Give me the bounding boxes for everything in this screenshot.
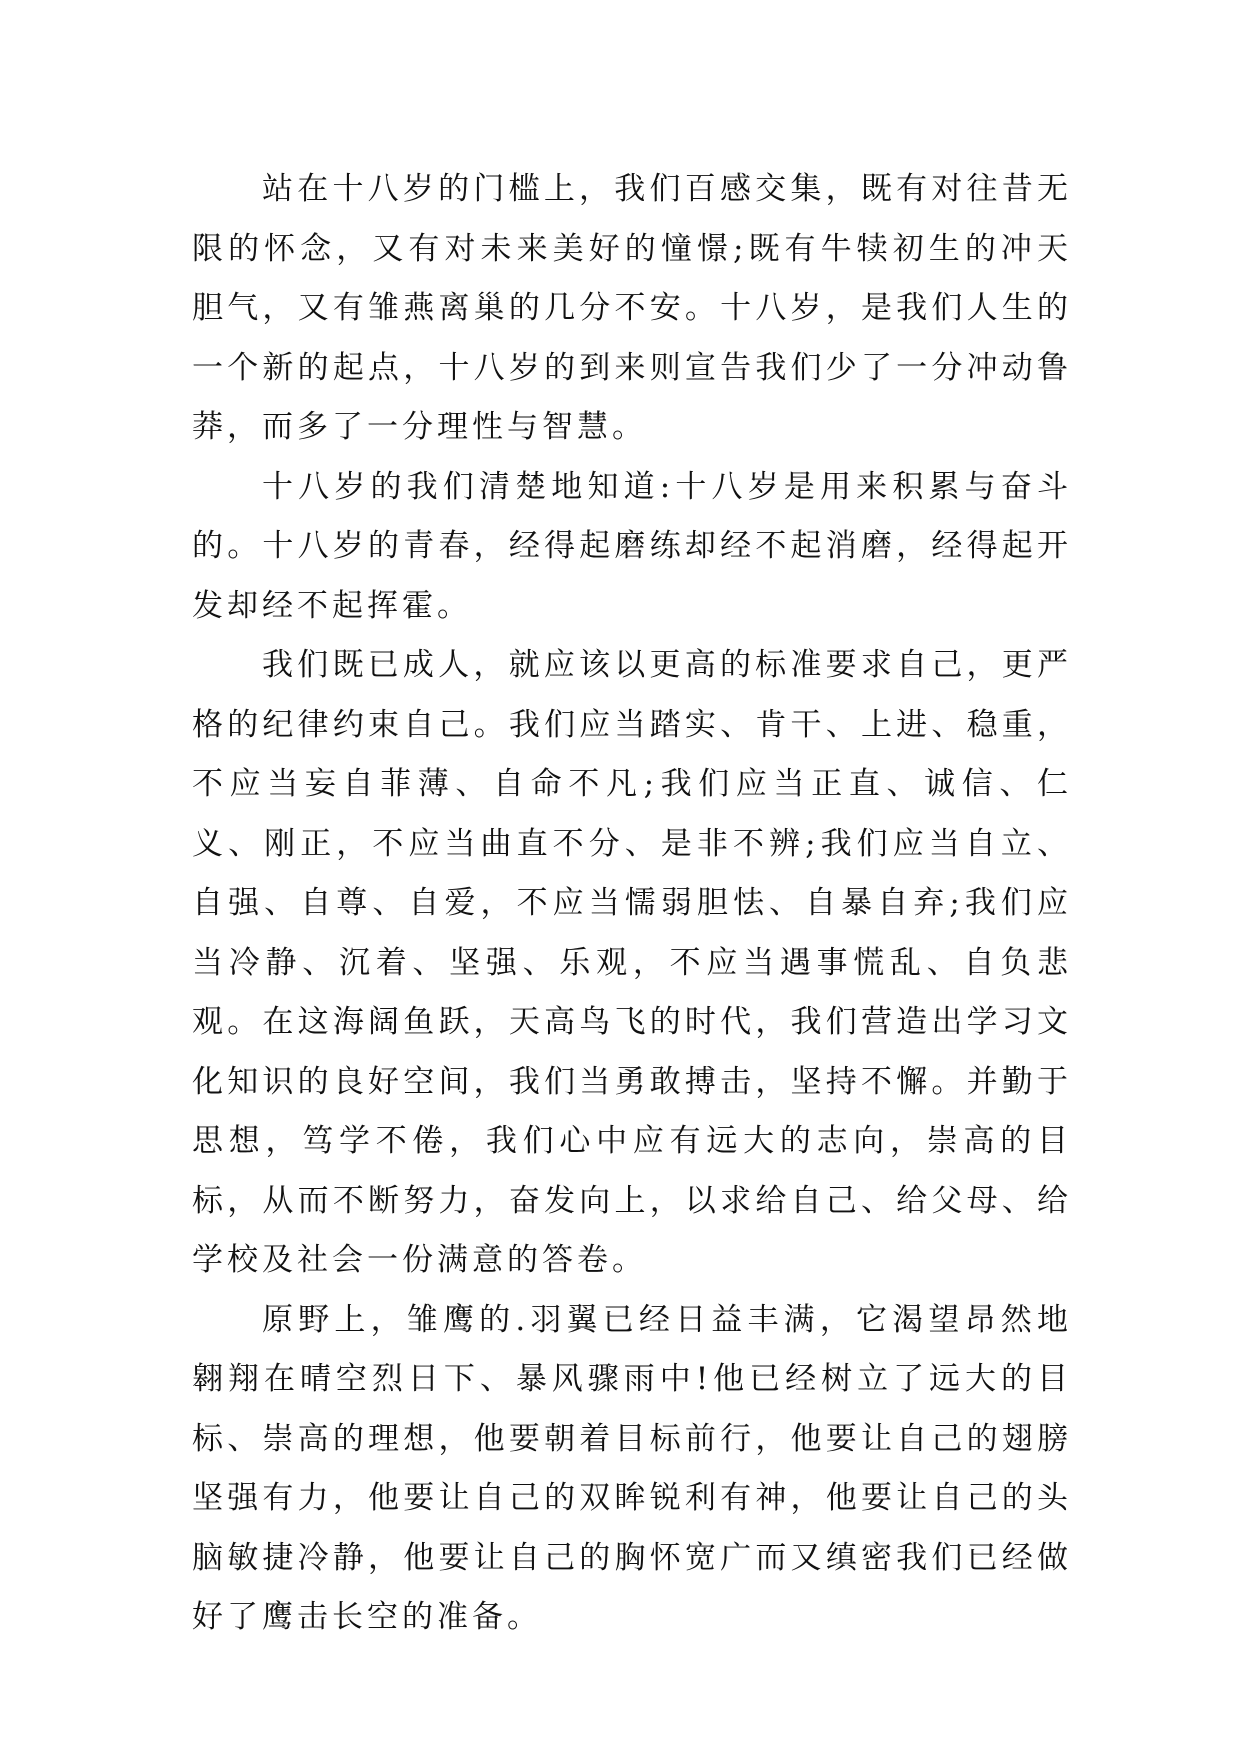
paragraph-1: 站在十八岁的门槛上，我们百感交集，既有对往昔无限的怀念，又有对未来美好的憧憬;既有牛犊初生的冲天胆气，又有雏燕离巢的几分不安。十八岁，是我们人生的一个新的起点，十八岁的到来则宣告我们少了一分冲动鲁莽，而多了一分理性与智慧。 [192, 171, 1072, 445]
document-body [192, 160, 1072, 1648]
paragraph-2: 十八岁的我们清楚地知道:十八岁是用来积累与奋斗的。十八岁的青春，经得起磨练却经不起消磨，经得起开发却经不起挥霍。 [192, 468, 1072, 624]
paragraph-3: 我们既已成人，就应该以更高的标准要求自己，更严格的纪律约束自己。我们应当踏实、肯干、上进、稳重，不应当妄自菲薄、自命不凡;我们应当正直、诚信、仁义、刚正，不应当曲直不分、是非不辨;我们应当自立、自强、自尊、自爱，不应当懦弱胆怯、自暴自弃;我们应当冷静、沉着、坚强、乐观，不应当遇事慌乱、自负悲观。在这海阔鱼跃，天高鸟飞的时代，我们营造出学习文化知识的良好空间，我们当勇敢搏击，坚持不懈。并勤于思想，笃学不倦，我们心中应有远大的志向，崇高的目标，从而不断努力，奋发向上，以求给自己、给父母、给学校及社会一份满意的答卷。 [192, 647, 1072, 1278]
paragraph-4: 原野上，雏鹰的.羽翼已经日益丰满，它渴望昂然地翱翔在晴空烈日下、暴风骤雨中!他已经树立了远大的目标、崇高的理想，他要朝着目标前行，他要让自己的翅膀坚强有力，他要让自己的双眸锐利有神，他要让自己的头脑敏捷冷静，他要让自己的胸怀宽广而又缜密我们已经做好了鹰击长空的准备。 [192, 1301, 1072, 1635]
